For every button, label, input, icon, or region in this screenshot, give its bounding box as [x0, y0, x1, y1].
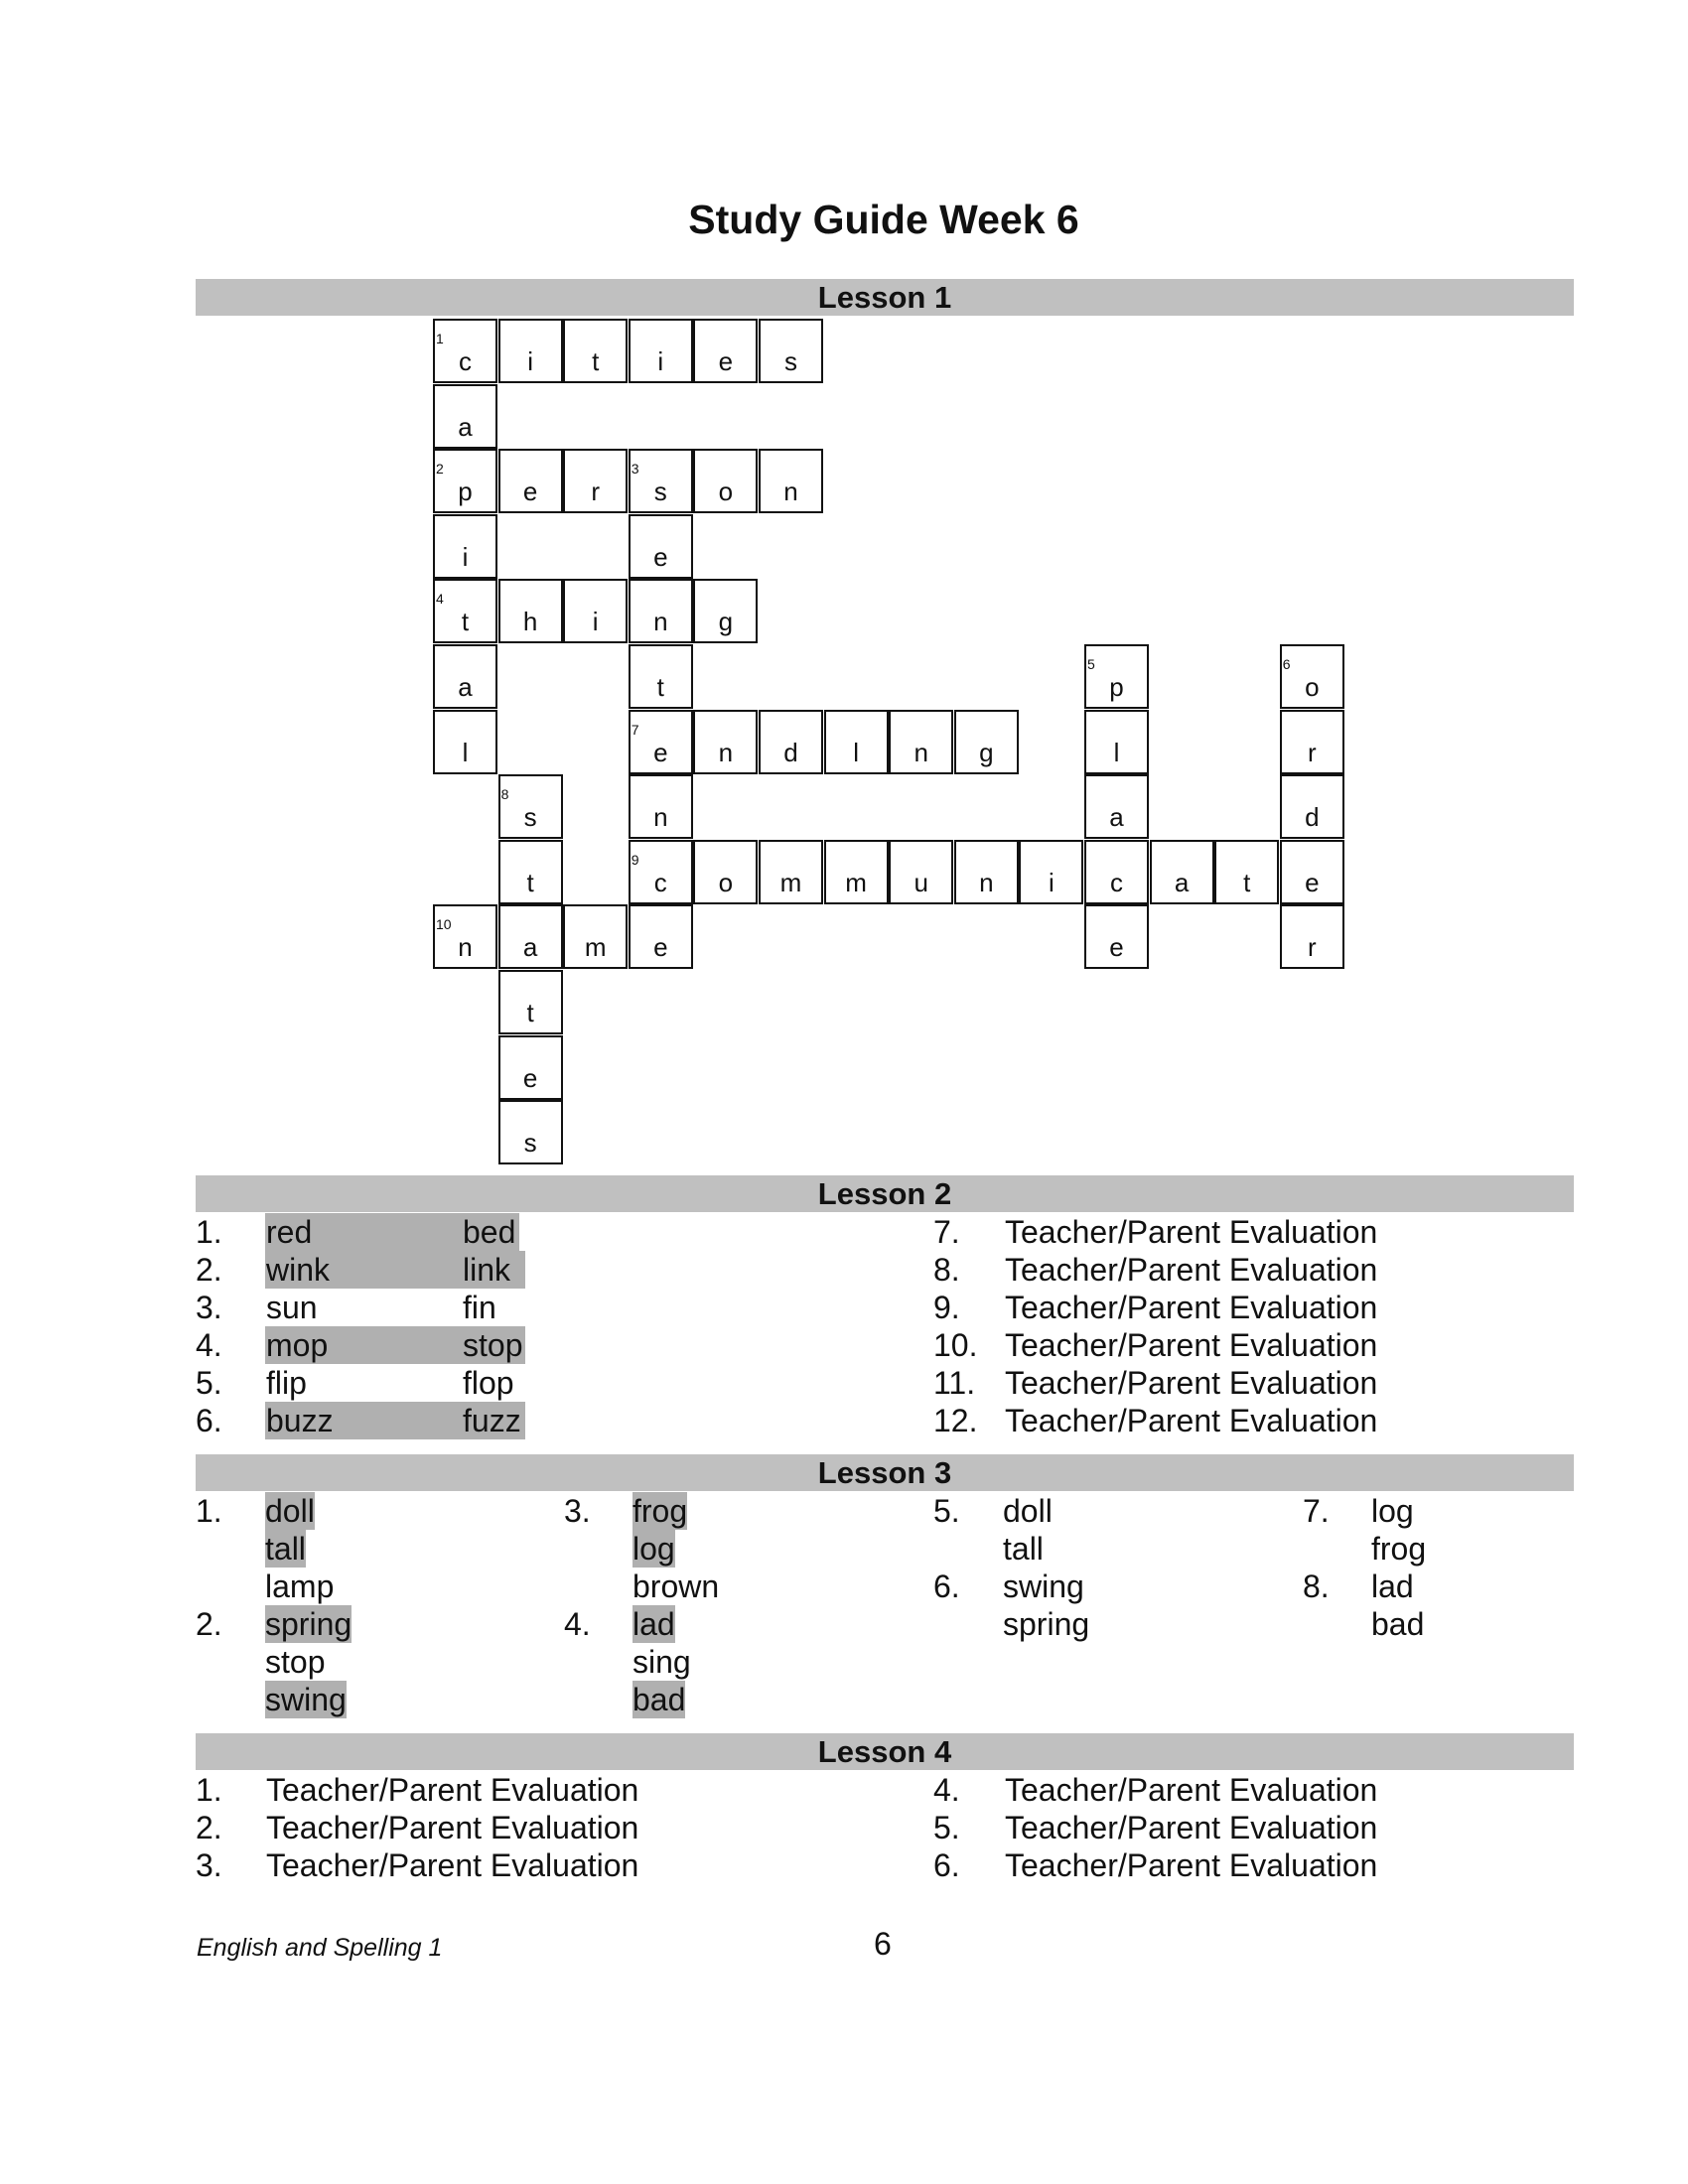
crossword-cell [433, 904, 497, 969]
cell-letter: l [853, 737, 859, 767]
cell-letter: p [1109, 672, 1124, 702]
item-number: 3. [196, 1290, 222, 1325]
answer-word: buzz [266, 1403, 334, 1438]
crossword-cell [498, 774, 563, 839]
crossword-cell [759, 449, 823, 513]
cell-letter: i [527, 346, 533, 376]
item-number: 1. [196, 1493, 222, 1529]
clue-number: 10 [436, 916, 452, 933]
cell-letter: i [1049, 867, 1055, 897]
cell-letter: t [526, 998, 534, 1027]
cell-letter: l [462, 737, 469, 767]
cell-letter: s [653, 477, 667, 507]
cell-letter: n [979, 867, 994, 897]
answer-word: flip [266, 1365, 307, 1401]
cell-letter: a [458, 672, 473, 702]
cell-letter: t [526, 867, 534, 897]
crossword-cell [629, 644, 693, 709]
book-title: English and Spelling 1 [197, 1934, 443, 1962]
clue-number: 7 [631, 721, 639, 738]
crossword-cell [498, 904, 563, 969]
answer-word: tall [1003, 1531, 1044, 1567]
cell-letter: o [1305, 672, 1320, 702]
item-number: 1. [196, 1214, 222, 1250]
answer-word: swing [1003, 1569, 1084, 1604]
crossword-cell [1084, 774, 1149, 839]
cell-letter: t [461, 607, 470, 637]
answer-word: doll [265, 1493, 315, 1529]
answer-word: spring [265, 1606, 352, 1642]
item-number: 4. [196, 1327, 222, 1363]
crossword-cell [629, 319, 693, 383]
crossword-cell [563, 904, 628, 969]
item-number: 9. [933, 1290, 960, 1325]
cell-letter: a [1109, 802, 1124, 833]
item-number: 8. [1303, 1569, 1330, 1604]
item-number: 6. [933, 1847, 960, 1883]
answer-word: link [463, 1252, 511, 1288]
crossword-cell [1280, 840, 1344, 904]
crossword-cell [1084, 904, 1149, 969]
cell-letter: e [653, 541, 668, 572]
crossword-cell [433, 449, 497, 513]
answer-word: swing [265, 1682, 347, 1717]
answer-word: tall [265, 1531, 306, 1567]
page-number: 6 [874, 1926, 892, 1962]
answer-word: sun [266, 1290, 318, 1325]
crossword-cell [563, 449, 628, 513]
clue-number: 9 [631, 851, 639, 868]
answer-text: Teacher/Parent Evaluation [1005, 1327, 1378, 1363]
clue-number: 5 [1087, 656, 1095, 672]
crossword-cell [1084, 840, 1149, 904]
cell-letter: n [783, 477, 798, 507]
crossword-cell [759, 710, 823, 774]
cell-letter: e [522, 477, 538, 507]
crossword-cell [629, 579, 693, 643]
lesson-1-header [196, 279, 1574, 316]
cell-letter: n [914, 737, 928, 767]
item-number: 4. [564, 1606, 591, 1642]
cell-letter: n [653, 607, 668, 637]
answer-word: flop [463, 1365, 514, 1401]
cell-letter: d [1305, 802, 1320, 833]
item-number: 5. [196, 1365, 222, 1401]
answer-word: sing [633, 1644, 691, 1680]
cell-letter: n [718, 737, 734, 767]
lesson-4-heading: Lesson 4 [817, 1734, 952, 1769]
item-number: 12. [933, 1403, 978, 1438]
cell-letter: e [1109, 932, 1124, 963]
item-number: 10. [933, 1327, 978, 1363]
item-number: 6. [196, 1403, 222, 1438]
answer-word: fin [463, 1290, 496, 1325]
crossword-cell [498, 449, 563, 513]
cell-letter: h [522, 607, 538, 637]
cell-letter: l [1113, 737, 1120, 767]
answer-word: mop [266, 1327, 329, 1363]
item-number: 1. [196, 1772, 222, 1808]
cell-letter: p [458, 477, 473, 507]
item-number: 7. [933, 1214, 960, 1250]
cell-letter: a [522, 932, 538, 963]
cell-letter: e [653, 737, 668, 767]
item-number: 3. [196, 1847, 222, 1883]
answer-word: lad [633, 1606, 675, 1642]
lesson-2-heading: Lesson 2 [817, 1176, 952, 1211]
answer-word: stop [265, 1644, 326, 1680]
crossword-cell [629, 904, 693, 969]
clue-number: 1 [436, 331, 444, 346]
cell-letter: n [653, 802, 668, 833]
answer-text: Teacher/Parent Evaluation [266, 1847, 639, 1883]
answer-word: log [633, 1531, 675, 1567]
answer-text: Teacher/Parent Evaluation [1005, 1810, 1378, 1845]
crossword-cell [693, 710, 758, 774]
item-number: 11. [933, 1365, 976, 1401]
crossword-cell [954, 840, 1019, 904]
cell-letter: r [591, 477, 601, 507]
item-number: 7. [1303, 1493, 1330, 1529]
crossword-cell [889, 710, 953, 774]
cell-letter: r [1307, 932, 1317, 963]
cell-letter: g [979, 737, 994, 767]
cell-letter: n [458, 932, 473, 963]
crossword-cell [433, 319, 497, 383]
item-number: 4. [933, 1772, 960, 1808]
clue-number: 6 [1282, 656, 1291, 672]
answer-text: Teacher/Parent Evaluation [1005, 1252, 1378, 1288]
cell-letter: u [914, 867, 928, 897]
crossword-cell [563, 319, 628, 383]
cell-letter: t [656, 672, 664, 702]
cell-letter: s [784, 346, 797, 376]
cell-letter: a [458, 411, 473, 442]
item-number: 2. [196, 1252, 222, 1288]
crossword-cell [498, 840, 563, 904]
answer-word: stop [463, 1327, 523, 1363]
crossword-cell [824, 710, 889, 774]
lesson-4-header [196, 1733, 1574, 1770]
clue-number: 2 [436, 461, 444, 478]
clue-number: 8 [500, 786, 509, 803]
crossword-cell [498, 1035, 563, 1100]
crossword-cell [498, 579, 563, 643]
item-number: 5. [933, 1493, 960, 1529]
crossword-cell [824, 840, 889, 904]
cell-letter: m [779, 867, 802, 897]
cell-letter: m [584, 932, 607, 963]
crossword-cell [1280, 710, 1344, 774]
crossword-cell [563, 579, 628, 643]
cell-letter: t [1243, 867, 1251, 897]
answer-word: log [1371, 1493, 1414, 1529]
crossword-cell [498, 319, 563, 383]
cell-letter: i [657, 346, 664, 376]
crossword-cell [693, 840, 758, 904]
crossword-cell [433, 644, 497, 709]
crossword-cell [629, 774, 693, 839]
crossword-cell [693, 579, 758, 643]
cell-letter: s [523, 1128, 537, 1159]
answer-word: bad [633, 1682, 686, 1717]
crossword-cell [1019, 840, 1083, 904]
crossword-cell [629, 514, 693, 579]
answer-text: Teacher/Parent Evaluation [1005, 1403, 1378, 1438]
crossword-cell [433, 579, 497, 643]
crossword-cell [693, 319, 758, 383]
crossword-cell [889, 840, 953, 904]
answer-word: brown [633, 1569, 720, 1604]
crossword-cell [433, 384, 497, 449]
item-number: 6. [933, 1569, 960, 1604]
answer-text: Teacher/Parent Evaluation [1005, 1847, 1378, 1883]
cell-letter: c [1110, 867, 1123, 897]
crossword-cell [759, 840, 823, 904]
answer-word: spring [1003, 1606, 1090, 1642]
cell-letter: e [718, 346, 734, 376]
cell-letter: e [1305, 867, 1320, 897]
clue-number: 3 [631, 461, 639, 478]
cell-letter: i [592, 607, 599, 637]
answer-word: lad [1371, 1569, 1414, 1604]
cell-letter: r [1307, 737, 1317, 767]
crossword-cell [1280, 904, 1344, 969]
crossword-cell [1084, 644, 1149, 709]
cell-letter: o [718, 867, 734, 897]
item-number: 2. [196, 1810, 222, 1845]
lesson-3-header [196, 1454, 1574, 1491]
page-title: Study Guide Week 6 [688, 197, 1079, 242]
item-number: 8. [933, 1252, 960, 1288]
cell-letter: g [718, 607, 734, 637]
answer-word: doll [1003, 1493, 1053, 1529]
cell-letter: c [653, 867, 667, 897]
answer-word: frog [1371, 1531, 1427, 1567]
crossword-cell [433, 710, 497, 774]
item-number: 3. [564, 1493, 591, 1529]
answer-text: Teacher/Parent Evaluation [266, 1810, 639, 1845]
crossword-cell [1280, 774, 1344, 839]
item-number: 5. [933, 1810, 960, 1845]
crossword-cell [759, 319, 823, 383]
answer-word: fuzz [463, 1403, 521, 1438]
item-number: 2. [196, 1606, 222, 1642]
answer-text: Teacher/Parent Evaluation [1005, 1365, 1378, 1401]
cell-letter: a [1174, 867, 1190, 897]
cell-letter: o [718, 477, 734, 507]
crossword-cell [498, 970, 563, 1034]
cell-letter: e [653, 932, 668, 963]
lesson-1-heading: Lesson 1 [817, 280, 952, 315]
crossword-cell [629, 840, 693, 904]
cell-letter: e [522, 1062, 538, 1093]
lesson-3-heading: Lesson 3 [817, 1455, 952, 1490]
crossword-cell [1280, 644, 1344, 709]
cell-letter: t [592, 346, 600, 376]
crossword-cell [629, 710, 693, 774]
crossword-cell [1214, 840, 1279, 904]
cell-letter: m [845, 867, 867, 897]
answer-word: red [266, 1214, 313, 1250]
answer-word: wink [266, 1252, 331, 1288]
cell-letter: c [459, 346, 472, 376]
crossword-cell [1084, 710, 1149, 774]
crossword-cell [954, 710, 1019, 774]
crossword-cell [629, 449, 693, 513]
cell-letter: s [523, 802, 537, 833]
answer-text: Teacher/Parent Evaluation [1005, 1214, 1378, 1250]
answer-word: bed [463, 1214, 516, 1250]
clue-number: 4 [436, 591, 444, 608]
crossword-cell [693, 449, 758, 513]
answer-text: Teacher/Parent Evaluation [1005, 1772, 1378, 1808]
answer-text: Teacher/Parent Evaluation [266, 1772, 639, 1808]
cell-letter: d [783, 737, 798, 767]
crossword-cell [1150, 840, 1214, 904]
cell-letter: i [462, 541, 469, 572]
answer-word: bad [1371, 1606, 1425, 1642]
lesson-2-header [196, 1175, 1574, 1212]
crossword-cell [498, 1100, 563, 1164]
answer-word: frog [633, 1493, 688, 1529]
crossword-cell [433, 514, 497, 579]
answer-word: lamp [265, 1569, 335, 1604]
answer-text: Teacher/Parent Evaluation [1005, 1290, 1378, 1325]
